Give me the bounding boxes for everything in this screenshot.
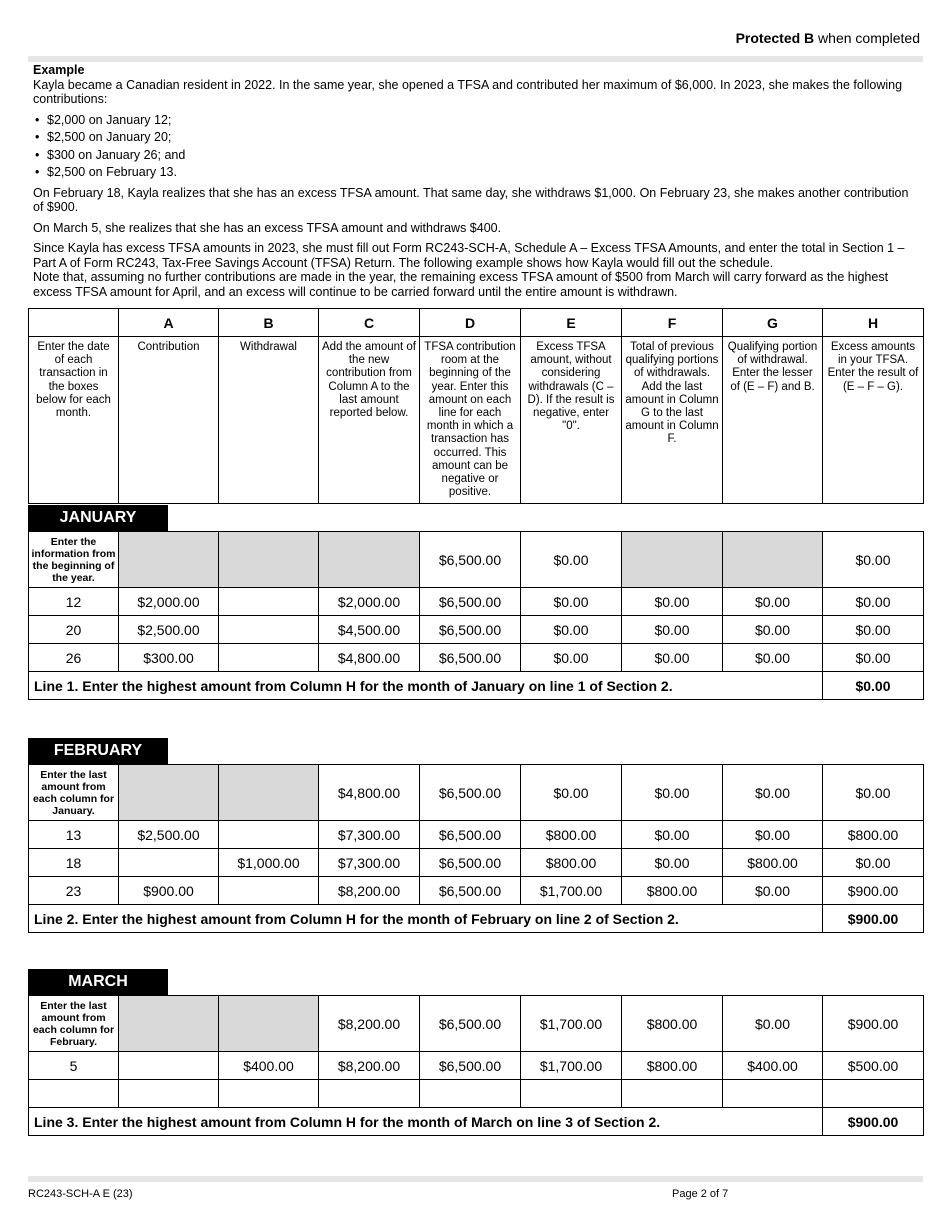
table-cell — [219, 765, 319, 821]
table-cell: $500.00 — [823, 1052, 924, 1080]
table-cell: $800.00 — [622, 996, 723, 1052]
example-title: Example — [33, 63, 85, 77]
table-cell: $0.00 — [823, 849, 924, 877]
table-cell — [219, 996, 319, 1052]
example-para-4b: Note that, assuming no further contributions are made in the year, the remaining excess TFSA amount of $500 from March will carry forward as the highest excess TFSA amount for April, and an excess will continue to be carried forward until the entire amount is withdrawn. — [33, 270, 889, 299]
table-cell — [219, 821, 319, 849]
table-cell: $900.00 — [119, 877, 219, 905]
table-cell: $0.00 — [823, 532, 924, 588]
table-row — [29, 644, 924, 672]
march-table — [28, 995, 924, 1136]
table-cell: $6,500.00 — [420, 765, 521, 821]
table-cell — [219, 588, 319, 616]
table-cell: $6,500.00 — [420, 821, 521, 849]
table-row — [29, 821, 924, 849]
table-cell: $0.00 — [723, 765, 823, 821]
table-cell: $6,500.00 — [420, 996, 521, 1052]
table-row — [29, 877, 924, 905]
table-cell: $1,700.00 — [521, 877, 622, 905]
table-cell: $0.00 — [622, 616, 723, 644]
table-cell: $6,500.00 — [420, 644, 521, 672]
table-cell — [219, 1080, 319, 1108]
table-cell: $2,000.00 — [319, 588, 420, 616]
example-para-1: Kayla became a Canadian resident in 2022. In the same year, she opened a TFSA and contributed her maximum of $6,000. In 2023, she makes the following contributions: — [33, 77, 903, 106]
table-cell: 12 — [29, 588, 119, 616]
column-description: TFSA contribution room at the beginning of the year. Enter this amount on each line for each month in which a transaction has occurred. This amount can be negative or positive. — [420, 337, 521, 504]
table-cell — [219, 616, 319, 644]
table-cell — [119, 1052, 219, 1080]
line-1-value: $0.00 — [823, 672, 924, 700]
table-cell: $0.00 — [723, 616, 823, 644]
table-cell: 26 — [29, 644, 119, 672]
table-row — [29, 1080, 924, 1108]
table-cell: $8,200.00 — [319, 996, 420, 1052]
protected-b-bold: Protected B — [735, 30, 815, 46]
table-cell: $0.00 — [823, 644, 924, 672]
table-cell — [219, 877, 319, 905]
table-cell: $800.00 — [521, 849, 622, 877]
example-para-4a: Since Kayla has excess TFSA amounts in 2023, she must fill out Form RC243-SCH-A, Schedule A – Excess TFSA Amounts, and enter the total in Section 1 – Part A of Form RC243, Tax-Free Savings Account (TFSA) Return. The following example shows how Kayla would fill out the schedule. — [33, 241, 905, 270]
column-description: Excess TFSA amount, without considering withdrawals (C – D). If the result is negative, enter "0". — [521, 337, 622, 504]
table-cell — [723, 1080, 823, 1108]
column-description: Enter the date of each transaction in the boxes below for each month. — [29, 337, 119, 504]
column-letter: E — [521, 309, 622, 337]
table-cell: $6,500.00 — [420, 1052, 521, 1080]
table-cell: 5 — [29, 1052, 119, 1080]
table-cell: $2,500.00 — [119, 821, 219, 849]
table-cell — [119, 1080, 219, 1108]
table-cell: $0.00 — [723, 821, 823, 849]
table-row — [29, 588, 924, 616]
table-cell: $6,500.00 — [420, 532, 521, 588]
column-header-table — [28, 308, 924, 504]
line-3-value: $900.00 — [823, 1108, 924, 1136]
info-label: Enter the last amount from each column for January. — [29, 765, 119, 821]
list-item: • $2,500 on January 20; — [47, 130, 913, 145]
table-cell: $4,800.00 — [319, 765, 420, 821]
bottom-divider — [28, 1176, 923, 1182]
table-cell: $0.00 — [823, 588, 924, 616]
table-cell: $6,500.00 — [420, 849, 521, 877]
table-cell: $800.00 — [622, 1052, 723, 1080]
line-2-text: Line 2. Enter the highest amount from Column H for the month of February on line 2 of Section 2. — [29, 905, 823, 933]
table-cell: $0.00 — [823, 616, 924, 644]
column-letter — [29, 309, 119, 337]
table-cell: $8,200.00 — [319, 1052, 420, 1080]
table-cell: $4,800.00 — [319, 644, 420, 672]
table-cell: $0.00 — [521, 765, 622, 821]
table-cell: $0.00 — [622, 849, 723, 877]
info-label: Enter the information from the beginning of the year. — [29, 532, 119, 588]
table-cell: $900.00 — [823, 996, 924, 1052]
table-cell: $0.00 — [622, 588, 723, 616]
table-cell: $400.00 — [219, 1052, 319, 1080]
table-cell: $1,000.00 — [219, 849, 319, 877]
table-cell: $2,500.00 — [119, 616, 219, 644]
column-letter: B — [219, 309, 319, 337]
january-info-row — [29, 532, 924, 588]
table-cell: $900.00 — [823, 877, 924, 905]
table-cell: $7,300.00 — [319, 849, 420, 877]
table-cell — [119, 532, 219, 588]
column-description: Qualifying portion of withdrawal. Enter the lesser of (E – F) and B. — [723, 337, 823, 504]
info-label: Enter the last amount from each column for February. — [29, 996, 119, 1052]
table-cell — [219, 644, 319, 672]
table-cell: $2,000.00 — [119, 588, 219, 616]
table-row — [29, 616, 924, 644]
table-cell: $800.00 — [521, 821, 622, 849]
table-cell — [119, 849, 219, 877]
column-letter: D — [420, 309, 521, 337]
january-table — [28, 531, 924, 700]
table-cell: $0.00 — [521, 616, 622, 644]
form-id: RC243-SCH-A E (23) — [28, 1188, 133, 1200]
table-cell: $6,500.00 — [420, 877, 521, 905]
march-line-row — [29, 1108, 924, 1136]
table-cell: $0.00 — [521, 532, 622, 588]
january-label: JANUARY — [28, 505, 168, 531]
table-cell: $0.00 — [723, 588, 823, 616]
line-1-text: Line 1. Enter the highest amount from Column H for the month of January on line 1 of Section 2. — [29, 672, 823, 700]
list-item: • $2,000 on January 12; — [47, 113, 913, 128]
february-info-row — [29, 765, 924, 821]
table-cell — [723, 532, 823, 588]
table-cell: $300.00 — [119, 644, 219, 672]
table-cell: $6,500.00 — [420, 588, 521, 616]
column-letters-row — [29, 309, 924, 337]
table-cell: $1,700.00 — [521, 1052, 622, 1080]
example-para-3: On March 5, she realizes that she has an excess TFSA amount and withdraws $400. — [33, 220, 502, 235]
line-2-value: $900.00 — [823, 905, 924, 933]
table-cell — [622, 1080, 723, 1108]
table-cell: $0.00 — [823, 765, 924, 821]
table-cell: $7,300.00 — [319, 821, 420, 849]
table-cell — [521, 1080, 622, 1108]
table-cell: $0.00 — [723, 877, 823, 905]
february-line-row — [29, 905, 924, 933]
column-letter: A — [119, 309, 219, 337]
column-letter: C — [319, 309, 420, 337]
example-para-4 — [33, 241, 913, 299]
table-cell: $6,500.00 — [420, 616, 521, 644]
top-divider — [28, 56, 923, 62]
february-label: FEBRUARY — [28, 738, 168, 764]
table-cell — [319, 532, 420, 588]
table-cell — [29, 1080, 119, 1108]
list-item: • $2,500 on February 13. — [47, 165, 913, 180]
table-cell: $800.00 — [823, 821, 924, 849]
table-cell: 13 — [29, 821, 119, 849]
column-descriptions-row — [29, 337, 924, 504]
column-description: Total of previous qualifying portions of withdrawals. Add the last amount in Column G to the last amount in Column F. — [622, 337, 723, 504]
page-number: Page 2 of 7 — [672, 1188, 729, 1200]
table-cell — [823, 1080, 924, 1108]
table-cell: $0.00 — [723, 996, 823, 1052]
list-item: • $300 on January 26; and — [47, 148, 913, 163]
table-cell: $400.00 — [723, 1052, 823, 1080]
column-description: Add the amount of the new contribution from Column A to the last amount reported below. — [319, 337, 420, 504]
column-description: Excess amounts in your TFSA. Enter the result of (E – F – G). — [823, 337, 924, 504]
column-description: Contribution — [119, 337, 219, 504]
column-description: Withdrawal — [219, 337, 319, 504]
table-cell — [119, 996, 219, 1052]
table-cell: $800.00 — [723, 849, 823, 877]
table-cell: 20 — [29, 616, 119, 644]
table-cell: $4,500.00 — [319, 616, 420, 644]
table-cell: $0.00 — [521, 588, 622, 616]
table-cell: $0.00 — [723, 644, 823, 672]
table-cell: $0.00 — [521, 644, 622, 672]
protected-b-rest: when completed — [818, 30, 920, 46]
table-cell: $8,200.00 — [319, 877, 420, 905]
table-cell: $0.00 — [622, 765, 723, 821]
column-letter: G — [723, 309, 823, 337]
column-letter: H — [823, 309, 924, 337]
february-table — [28, 764, 924, 933]
table-cell: $0.00 — [622, 644, 723, 672]
table-cell: $800.00 — [622, 877, 723, 905]
table-cell: $0.00 — [622, 821, 723, 849]
table-cell: $1,700.00 — [521, 996, 622, 1052]
march-label: MARCH — [28, 969, 168, 995]
table-cell — [219, 532, 319, 588]
table-row — [29, 849, 924, 877]
line-3-text: Line 3. Enter the highest amount from Column H for the month of March on line 3 of Section 2. — [29, 1108, 823, 1136]
protected-b-label — [736, 30, 920, 46]
march-info-row — [29, 996, 924, 1052]
table-cell — [319, 1080, 420, 1108]
table-cell — [119, 765, 219, 821]
table-cell: 23 — [29, 877, 119, 905]
contribution-list — [33, 113, 913, 180]
example-para-2: On February 18, Kayla realizes that she has an excess TFSA amount. That same day, she withdraws $1,000. On February 23, she makes another contribution of $900. — [33, 185, 909, 214]
january-line-row — [29, 672, 924, 700]
table-cell — [622, 532, 723, 588]
column-letter: F — [622, 309, 723, 337]
example-section — [33, 63, 913, 299]
table-cell — [420, 1080, 521, 1108]
table-cell: 18 — [29, 849, 119, 877]
table-row — [29, 1052, 924, 1080]
